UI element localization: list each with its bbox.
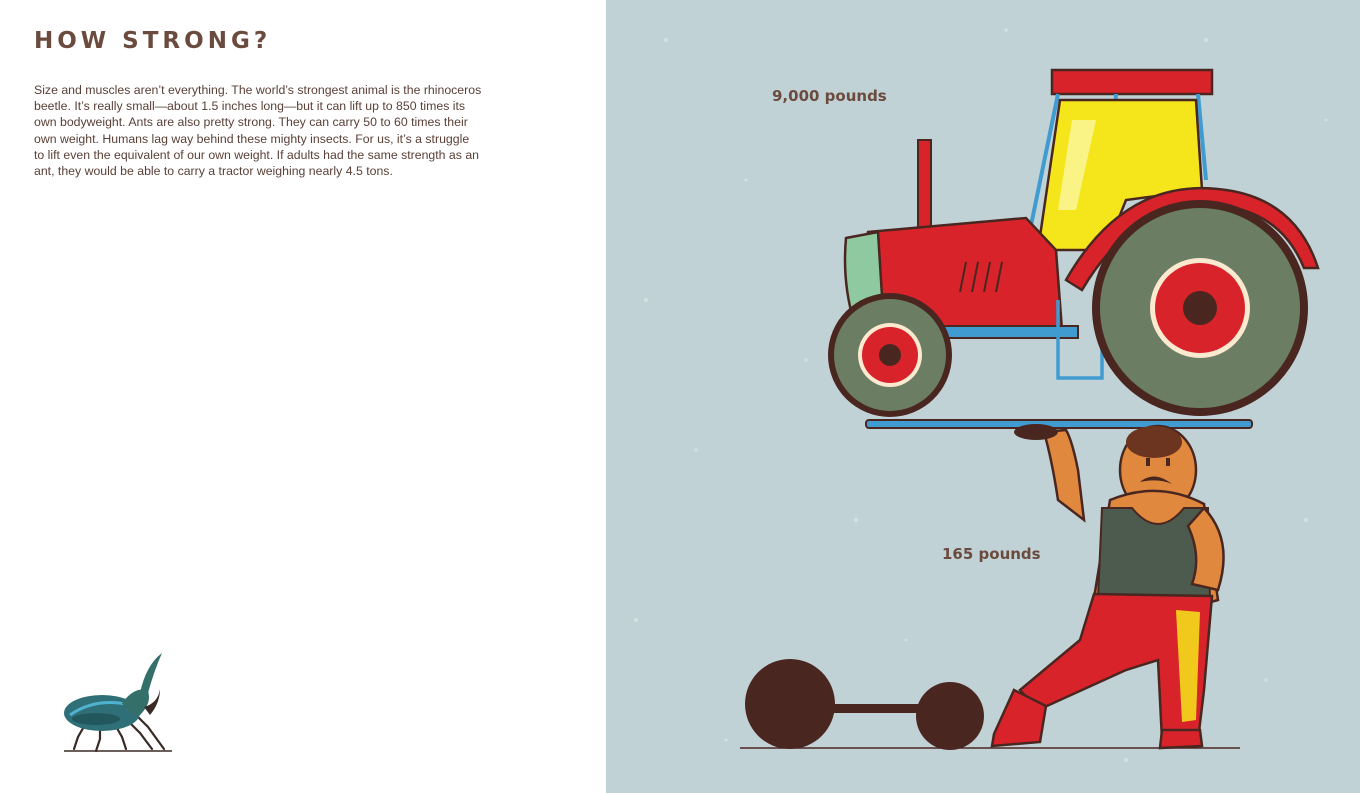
- strongman: [992, 424, 1224, 748]
- lifting-platform: [866, 420, 1252, 428]
- strongman-tractor-illustration: [606, 0, 1360, 793]
- man-weight-label: 165 pounds: [942, 545, 1041, 563]
- tractor: [828, 70, 1318, 417]
- page-title: HOW STRONG?: [34, 28, 272, 54]
- right-page-illustration: [606, 0, 1360, 793]
- barbell: [745, 659, 984, 750]
- left-page: [0, 0, 606, 793]
- rhinoceros-beetle-illustration: [56, 645, 176, 755]
- body-paragraph: Size and muscles aren’t everything. The world’s strongest animal is the rhinoceros beetle. It’s really small—about 1.5 inches long—but it can lift up to 850 times its own bodyweight. Ants are also pretty strong. They can carry 50 to 60 times their own weight. Humans lag way behind these mighty insects. For us, it’s a struggle to lift even the equivalent of our own weight. If adults had the same strength as an ant, they would be able to carry a tractor weighing nearly 4.5 tons.: [34, 83, 482, 179]
- tractor-weight-label: 9,000 pounds: [772, 87, 887, 105]
